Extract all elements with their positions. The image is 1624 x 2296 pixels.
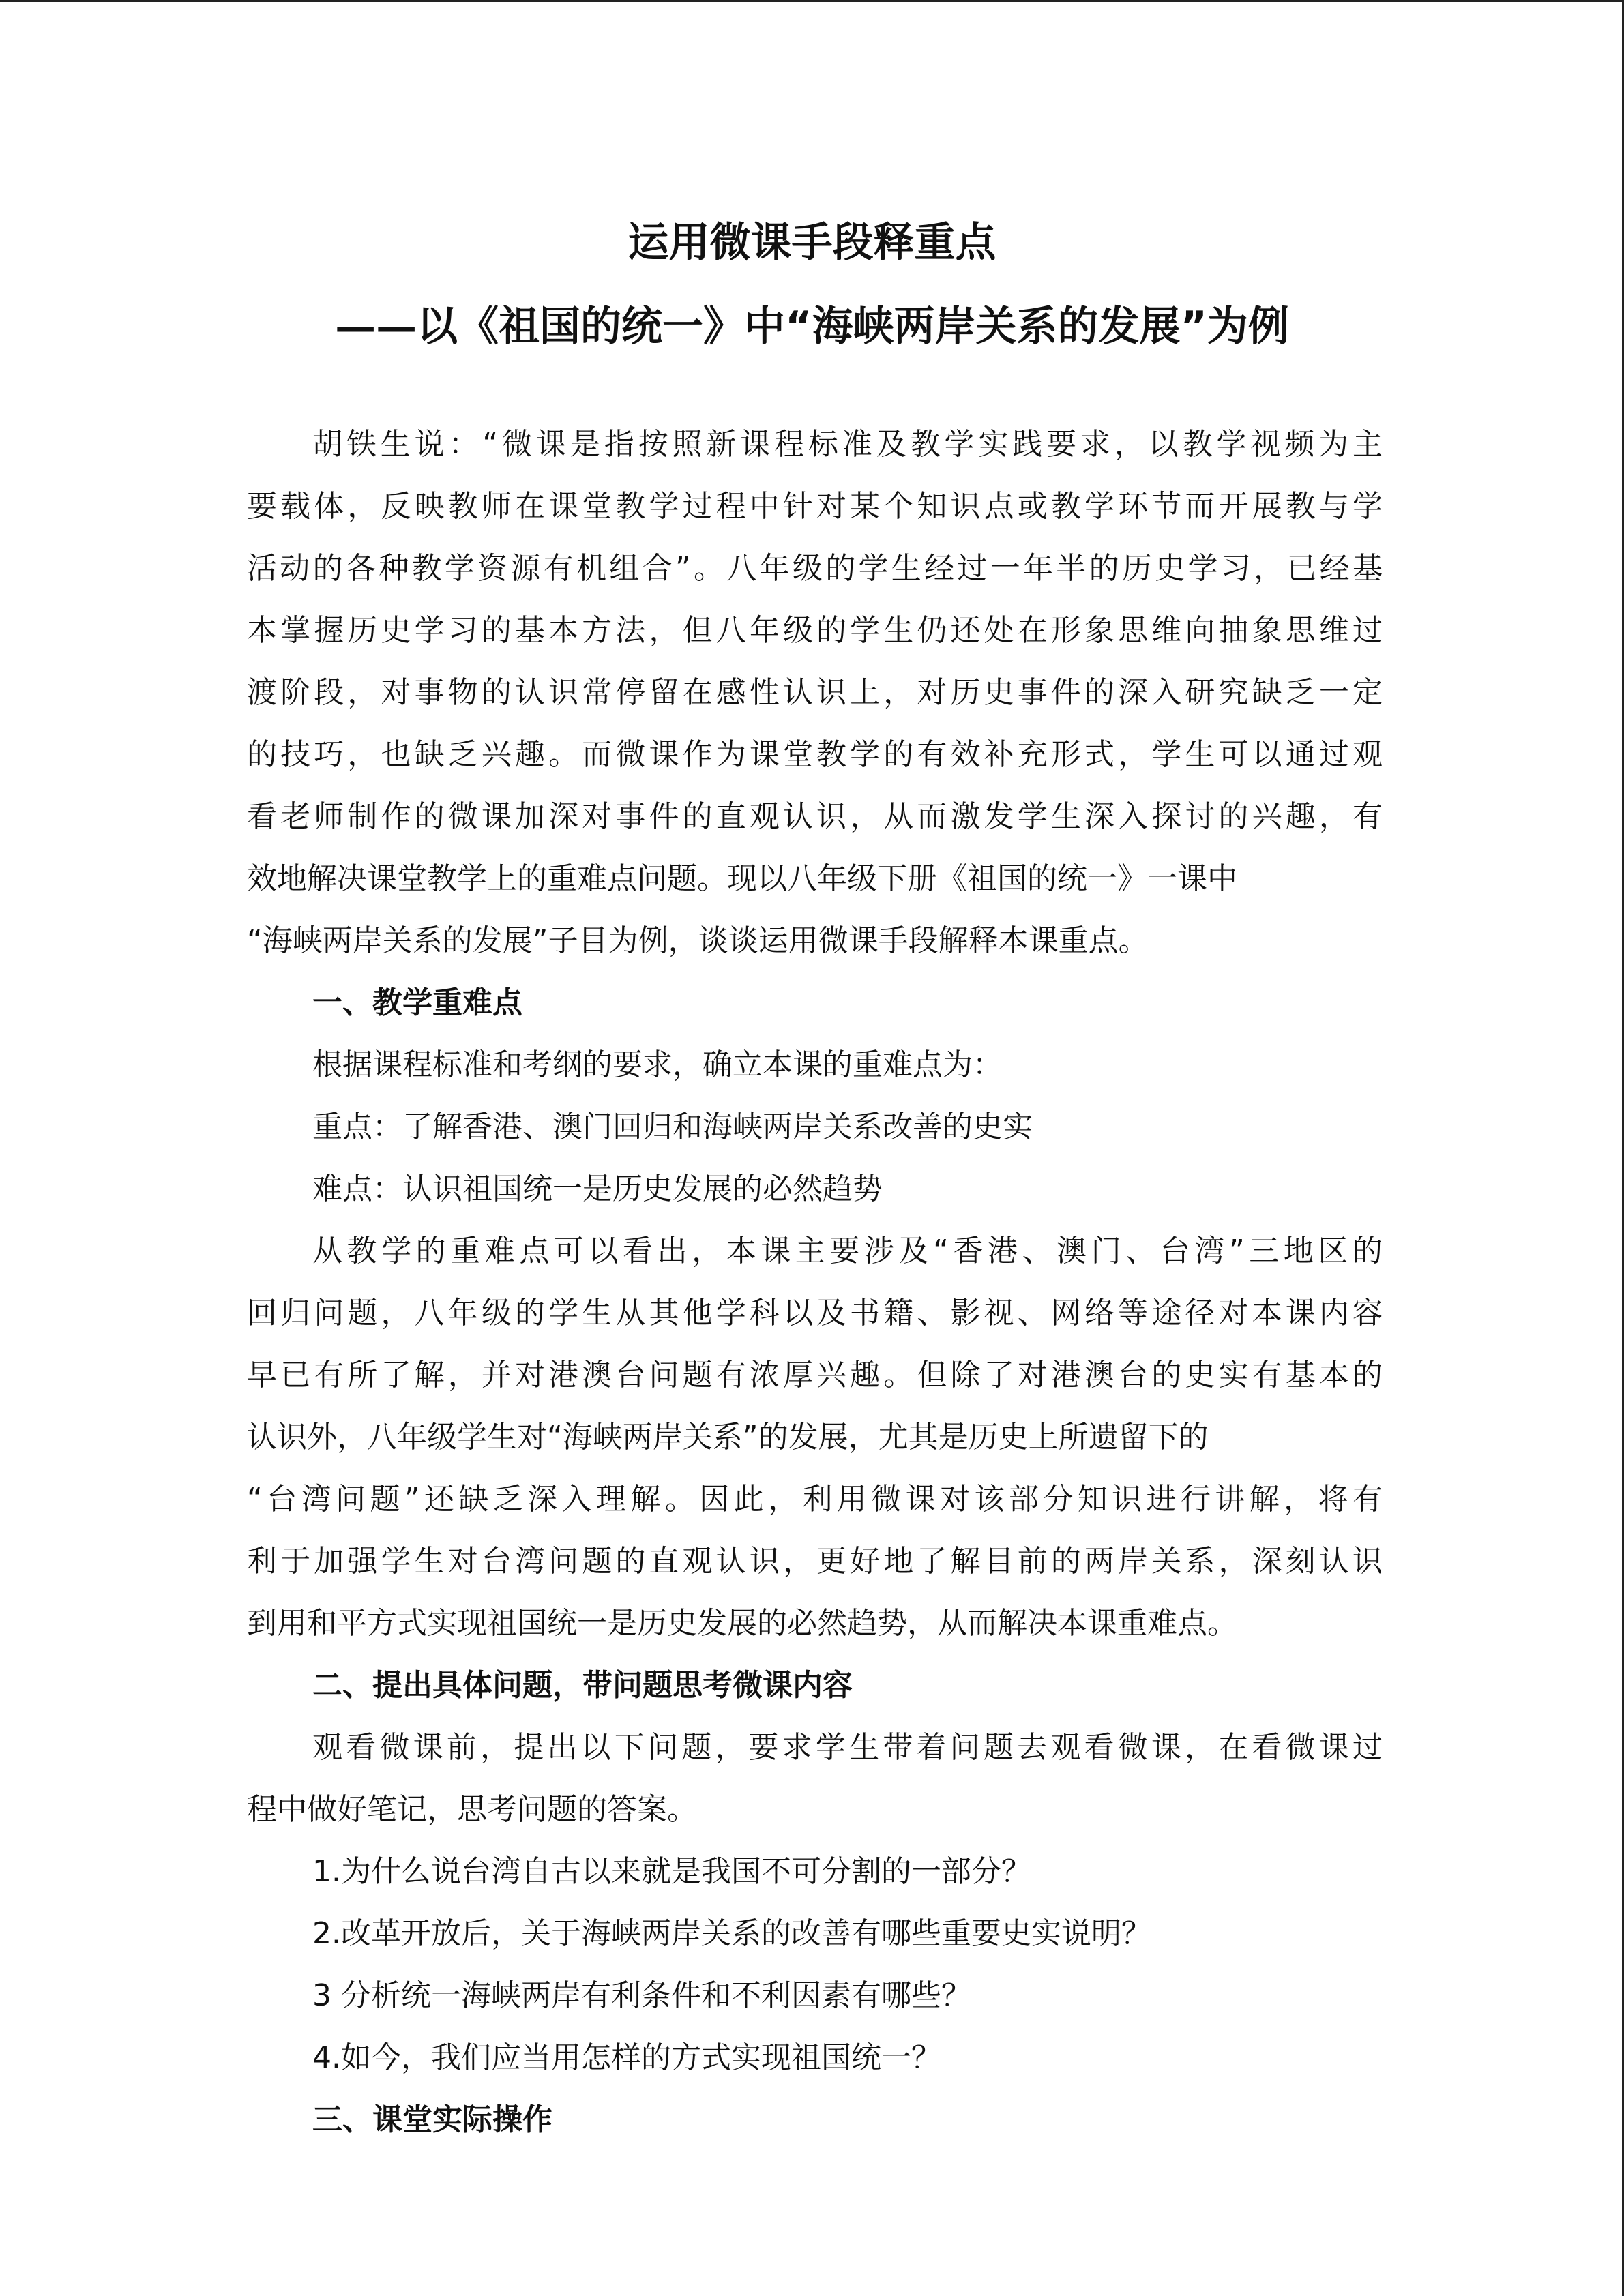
- text-line: 从教学的重难点可以看出，本课主要涉及“香港、澳门、台湾”三地区的: [312, 1234, 1383, 1268]
- text-line: 认识外，八年级学生对“海峡两岸关系”的发展，尤其是历史上所遗留下的: [247, 1420, 1209, 1455]
- text-line: 到用和平方式实现祖国统一是历史发展的必然趋势，从而解决本课重难点。: [247, 1606, 1237, 1641]
- document-subtitle: ——以《祖国的统一》中“海峡两岸关系的发展”为例: [335, 303, 1289, 351]
- text-line: “台湾问题”还缺乏深入理解。因此，利用微课对该部分知识进行讲解，将有: [247, 1482, 1383, 1517]
- section-heading-2: 二、提出具体问题，带问题思考微课内容: [312, 1668, 853, 1703]
- question-item: 2.改革开放后，关于海峡两岸关系的改善有哪些重要史实说明？: [312, 1916, 1151, 1951]
- text-line: 要载体，反映教师在课堂教学过程中针对某个知识点或教学环节而开展教与学: [247, 489, 1383, 524]
- text-line: 程中做好笔记，思考问题的答案。: [247, 1792, 697, 1827]
- text-line: 利于加强学生对台湾问题的直观认识，更好地了解目前的两岸关系，深刻认识: [247, 1544, 1383, 1579]
- text-line: 渡阶段，对事物的认识常停留在感性认识上，对历史事件的深入研究缺乏一定: [247, 675, 1383, 710]
- text-line: “海峡两岸关系的发展”子目为例，谈谈运用微课手段解释本课重点。: [247, 923, 1149, 958]
- document-body: [247, 413, 1383, 2151]
- text-line: 观看微课前，提出以下问题，要求学生带着问题去观看微课，在看微课过: [312, 1730, 1383, 1765]
- text-line: 胡铁生说：“微课是指按照新课程标准及教学实践要求，以教学视频为主: [312, 427, 1383, 462]
- document-title: 运用微课手段释重点: [628, 219, 996, 267]
- text-line: 回归问题，八年级的学生从其他学科以及书籍、影视、网络等途径对本课内容: [247, 1296, 1383, 1330]
- analysis-paragraph: [247, 1220, 1383, 1654]
- text-line: 看老师制作的微课加深对事件的直观认识，从而激发学生深入探讨的兴趣，有: [247, 799, 1383, 834]
- section1-basis: 根据课程标准和考纲的要求，确立本课的重难点为：: [312, 1047, 1003, 1082]
- intro-paragraph: [247, 413, 1383, 972]
- question-item: 1.为什么说台湾自古以来就是我国不可分割的一部分？: [312, 1854, 1031, 1889]
- text-line: 效地解决课堂教学上的重难点问题。现以八年级下册《祖国的统一》一课中: [247, 861, 1237, 896]
- key-point: 重点：了解香港、澳门回归和海峡两岸关系改善的史实: [312, 1109, 1033, 1144]
- text-line: 的技巧，也缺乏兴趣。而微课作为课堂教学的有效补充形式，学生可以通过观: [247, 737, 1383, 772]
- question-item: 3 分析统一海峡两岸有利条件和不利因素有哪些？: [312, 1978, 971, 2013]
- text-line: 本掌握历史学习的基本方法，但八年级的学生仍还处在形象思维向抽象思维过: [247, 613, 1383, 648]
- question-item: 4.如今，我们应当用怎样的方式实现祖国统一？: [312, 2040, 941, 2075]
- section2-intro: [247, 1716, 1383, 1840]
- section-heading-3: 三、课堂实际操作: [312, 2102, 552, 2137]
- text-line: 活动的各种教学资源有机组合”。八年级的学生经过一年半的历史学习，已经基: [247, 551, 1383, 586]
- text-line: 早已有所了解，并对港澳台问题有浓厚兴趣。但除了对港澳台的史实有基本的: [247, 1358, 1383, 1392]
- difficult-point: 难点：认识祖国统一是历史发展的必然趋势: [312, 1172, 883, 1206]
- section-heading-1: 一、教学重难点: [312, 985, 522, 1020]
